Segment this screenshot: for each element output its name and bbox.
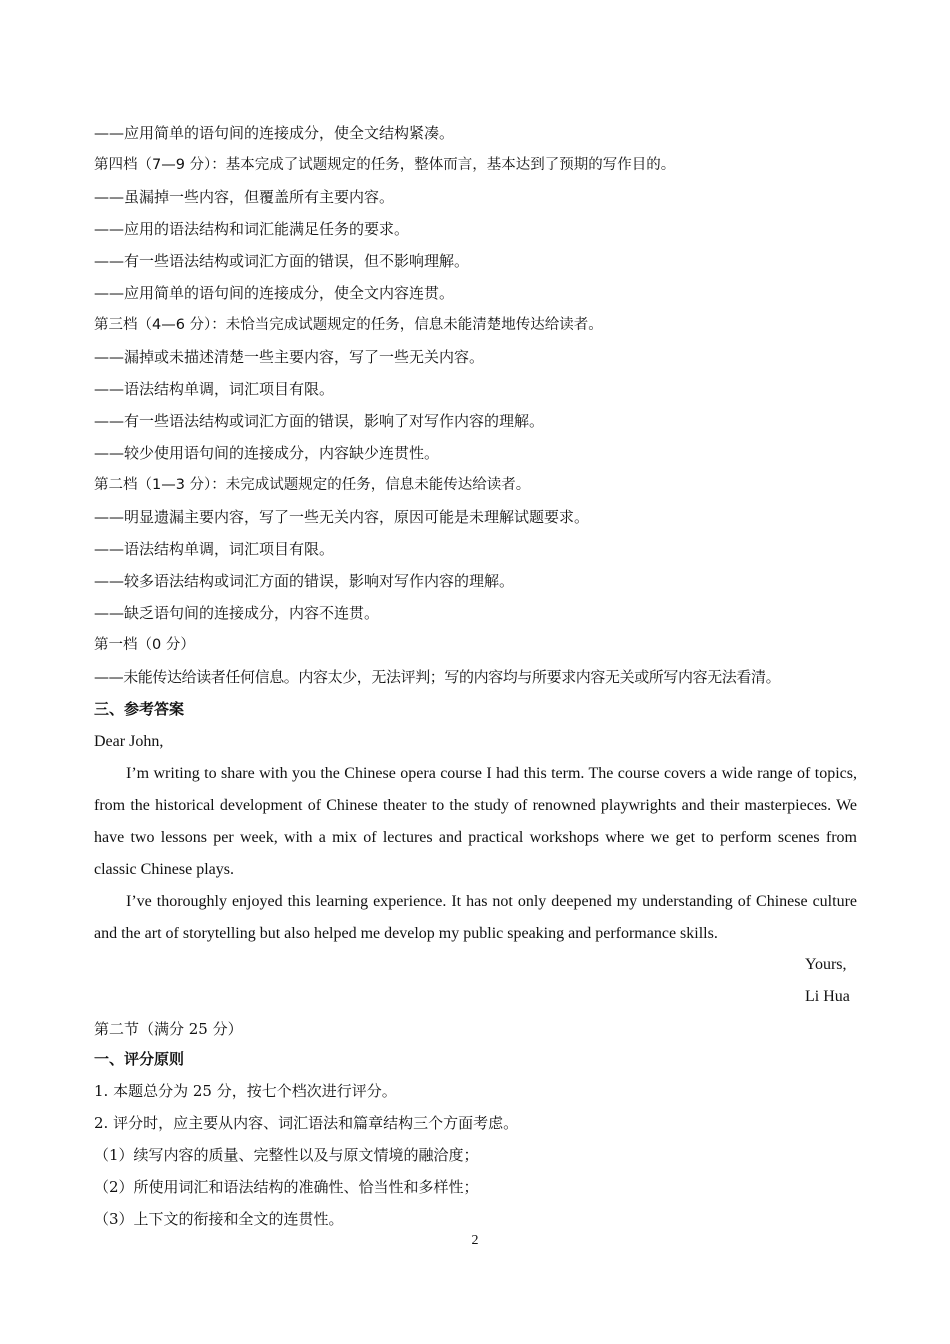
principle-item: 1. 本题总分为 25 分，按七个档次进行评分。 — [94, 1082, 397, 1100]
level-2-title: 第二档（1—3 分）：未完成试题规定的任务，信息未能传达给读者。 — [94, 477, 531, 493]
letter-greeting: Dear John, — [94, 733, 164, 750]
principle-item: （1）续写内容的质量、完整性以及与原文情境的融洽度； — [94, 1146, 479, 1164]
rubric-line: ——缺乏语句间的连接成分，内容不连贯。 — [94, 604, 380, 622]
page-number: 2 — [471, 1233, 479, 1248]
answer-heading: 三、参考答案 — [94, 700, 185, 718]
rubric-line: ——漏掉或未描述清楚一些主要内容，写了一些无关内容。 — [94, 348, 485, 366]
rubric-line: ——未能传达给读者任何信息。内容太少，无法评判；写的内容均与所要求内容无关或所写内容无法看清。 — [94, 668, 781, 686]
principle-item: （2）所使用词汇和语法结构的准确性、恰当性和多样性； — [94, 1178, 479, 1196]
rubric-line: ——语法结构单调，词汇项目有限。 — [94, 540, 335, 558]
letter-paragraph-1: I’m writing to share with you the Chinese opera course I had this term. The course covers a wide range of topics, from the historical development of Chinese theater to the study of renowned playwrights and their masterpieces. We have two lessons per week, with a mix of lectures and practical workshops where we get to perform scenes from classic Chinese plays. — [94, 765, 857, 878]
principle-item: 2. 评分时，应主要从内容、词汇语法和篇章结构三个方面考虑。 — [94, 1114, 519, 1132]
rubric-line: ——应用简单的语句间的连接成分，使全文结构紧凑。 — [94, 124, 455, 142]
level-4-title: 第四档（7—9 分）：基本完成了试题规定的任务，整体而言，基本达到了预期的写作目的。 — [94, 157, 676, 173]
rubric-line: ——明显遗漏主要内容，写了一些无关内容，原因可能是未理解试题要求。 — [94, 508, 590, 526]
rubric-line: ——应用简单的语句间的连接成分，使全文内容连贯。 — [94, 284, 455, 302]
letter-body — [94, 726, 857, 950]
rubric-line: ——虽漏掉一些内容，但覆盖所有主要内容。 — [94, 188, 395, 206]
level-3-title: 第三档（4—6 分）：未恰当完成试题规定的任务，信息未能清楚地传达给读者。 — [94, 317, 603, 333]
letter-signature: Li Hua — [805, 988, 850, 1005]
letter-closing: Yours, — [805, 956, 847, 973]
principle-item: （3）上下文的衔接和全文的连贯性。 — [94, 1210, 344, 1228]
rubric-line: ——有一些语法结构或词汇方面的错误，但不影响理解。 — [94, 252, 470, 270]
section-2-title: 第二节（满分 25 分） — [94, 1020, 243, 1038]
letter-paragraph-2: I’ve thoroughly enjoyed this learning experience. It has not only deepened my understanding of Chinese culture and the art of storytelling but also helped me develop my public speaking and performance skills. — [94, 893, 857, 942]
rubric-line: ——有一些语法结构或词汇方面的错误，影响了对写作内容的理解。 — [94, 412, 545, 430]
rubric-line: ——较多语法结构或词汇方面的错误，影响对写作内容的理解。 — [94, 572, 515, 590]
rubric-line: ——较少使用语句间的连接成分，内容缺少连贯性。 — [94, 444, 440, 462]
rubric-line: ——应用的语法结构和词汇能满足任务的要求。 — [94, 220, 410, 238]
principles-heading: 一、评分原则 — [94, 1050, 185, 1068]
level-1-title: 第一档（0 分） — [94, 637, 195, 653]
rubric-line: ——语法结构单调，词汇项目有限。 — [94, 380, 335, 398]
